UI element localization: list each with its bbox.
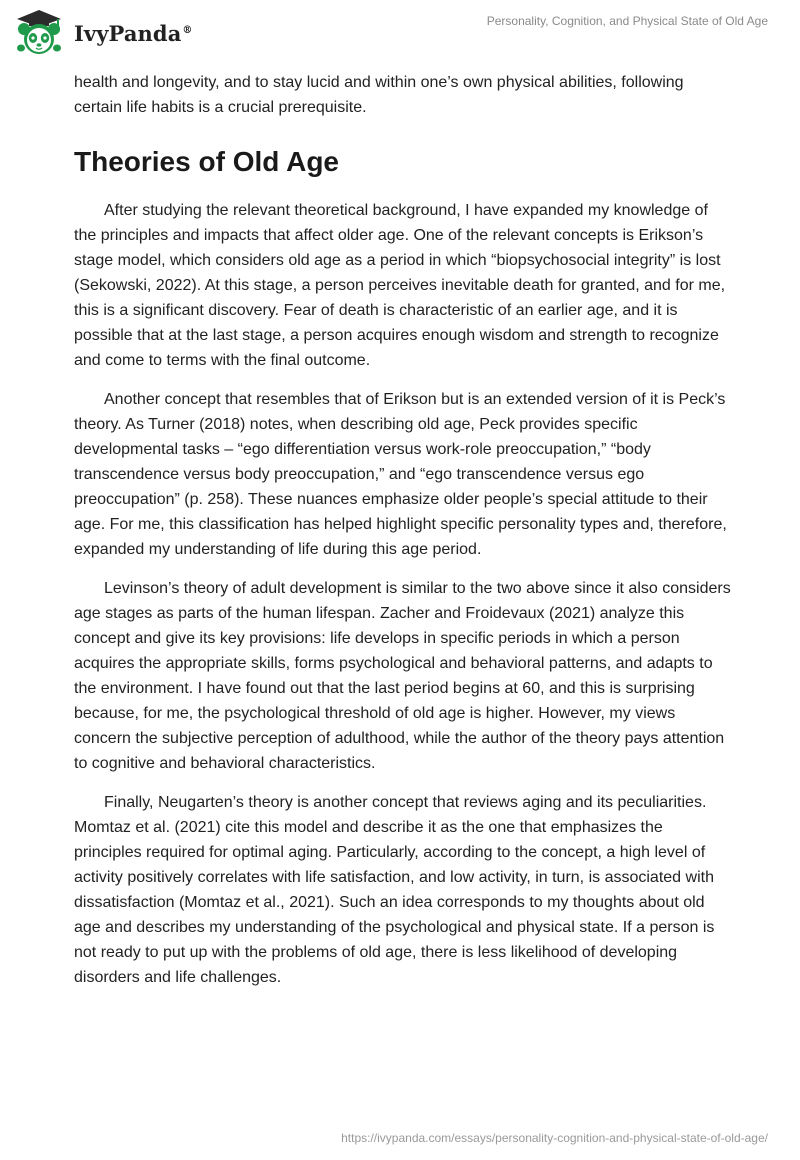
logo-text: IvyPanda	[74, 20, 182, 46]
body-paragraph: Levinson’s theory of adult development is similar to the two above since it also considers age stages as parts of the human lifespan. Zacher and Froidevaux (2021) analyze this concept and give its key provisions: life develops in specific periods in which a person acquires the appropriate skills, forms psychological and behavioral patterns, and adapts to the environment. I have found out that the last period begins at 60, and this is surprising because, for me, the psychological threshold of old age is higher. However, my views concern the subjective perception of adulthood, while the author of the theory pays attention to cognitive and behavioral characteristics.	[74, 580, 731, 772]
section-heading: Theories of Old Age	[74, 146, 339, 177]
body-paragraph: Another concept that resembles that of Erikson but is an extended version of it is Peck’s theory. As Turner (2018) notes, when describing old age, Peck provides specific developmental tasks – “ego differentiation versus work-role preoccupation,” “body transcendence versus body preoccupation,” and “ego transcendence versus ego preoccupation” (p. 258). These nuances emphasize older people’s special attitude to their age. For me, this classification has helped highlight specific personality types and, therefore, expanded my understanding of life during this age period.	[74, 391, 727, 558]
document-title: Personality, Cognition, and Physical State of Old Age	[486, 14, 768, 28]
essay-content	[74, 70, 734, 1004]
body-paragraph: After studying the relevant theoretical background, I have expanded my knowledge of the principles and impacts that affect older age. One of the relevant concepts is Erikson’s stage model, which considers old age as a period in which “biopsychosocial integrity” is lost (Sekowski, 2022). At this stage, a person perceives inevitable death for granted, and for me, this is a significant discovery. Fear of death is characteristic of an earlier age, and it is possible that at the last stage, a person acquires enough wisdom and strength to recognize and come to terms with the final outcome.	[74, 202, 726, 369]
source-url-link[interactable]: https://ivypanda.com/essays/personality-cognition-and-physical-state-of-old-age/	[341, 1131, 768, 1145]
ivypanda-logo[interactable]	[14, 8, 193, 56]
body-paragraph: Finally, Neugarten’s theory is another concept that reviews aging and its peculiarities. Momtaz et al. (2021) cite this model and describe it as the one that emphasizes the principles required for optimal aging. Particularly, according to the concept, a high level of activity positively correlates with life satisfaction, and low activity, in turn, is associated with dissatisfaction (Momtaz et al., 2021). Such an idea corresponds to my thoughts about old age and describes my understanding of the psychological and physical state. If a person is not ready to put up with the problems of old age, there is less likelihood of developing disorders and life challenges.	[74, 794, 715, 986]
panda-graduate-icon	[14, 8, 64, 56]
logo-wordmark	[74, 21, 193, 46]
registered-mark: ®	[182, 24, 193, 36]
intro-paragraph: health and longevity, and to stay lucid and within one’s own physical abilities, following certain life habits is a crucial prerequisite.	[74, 74, 684, 116]
page-header	[0, 0, 800, 60]
